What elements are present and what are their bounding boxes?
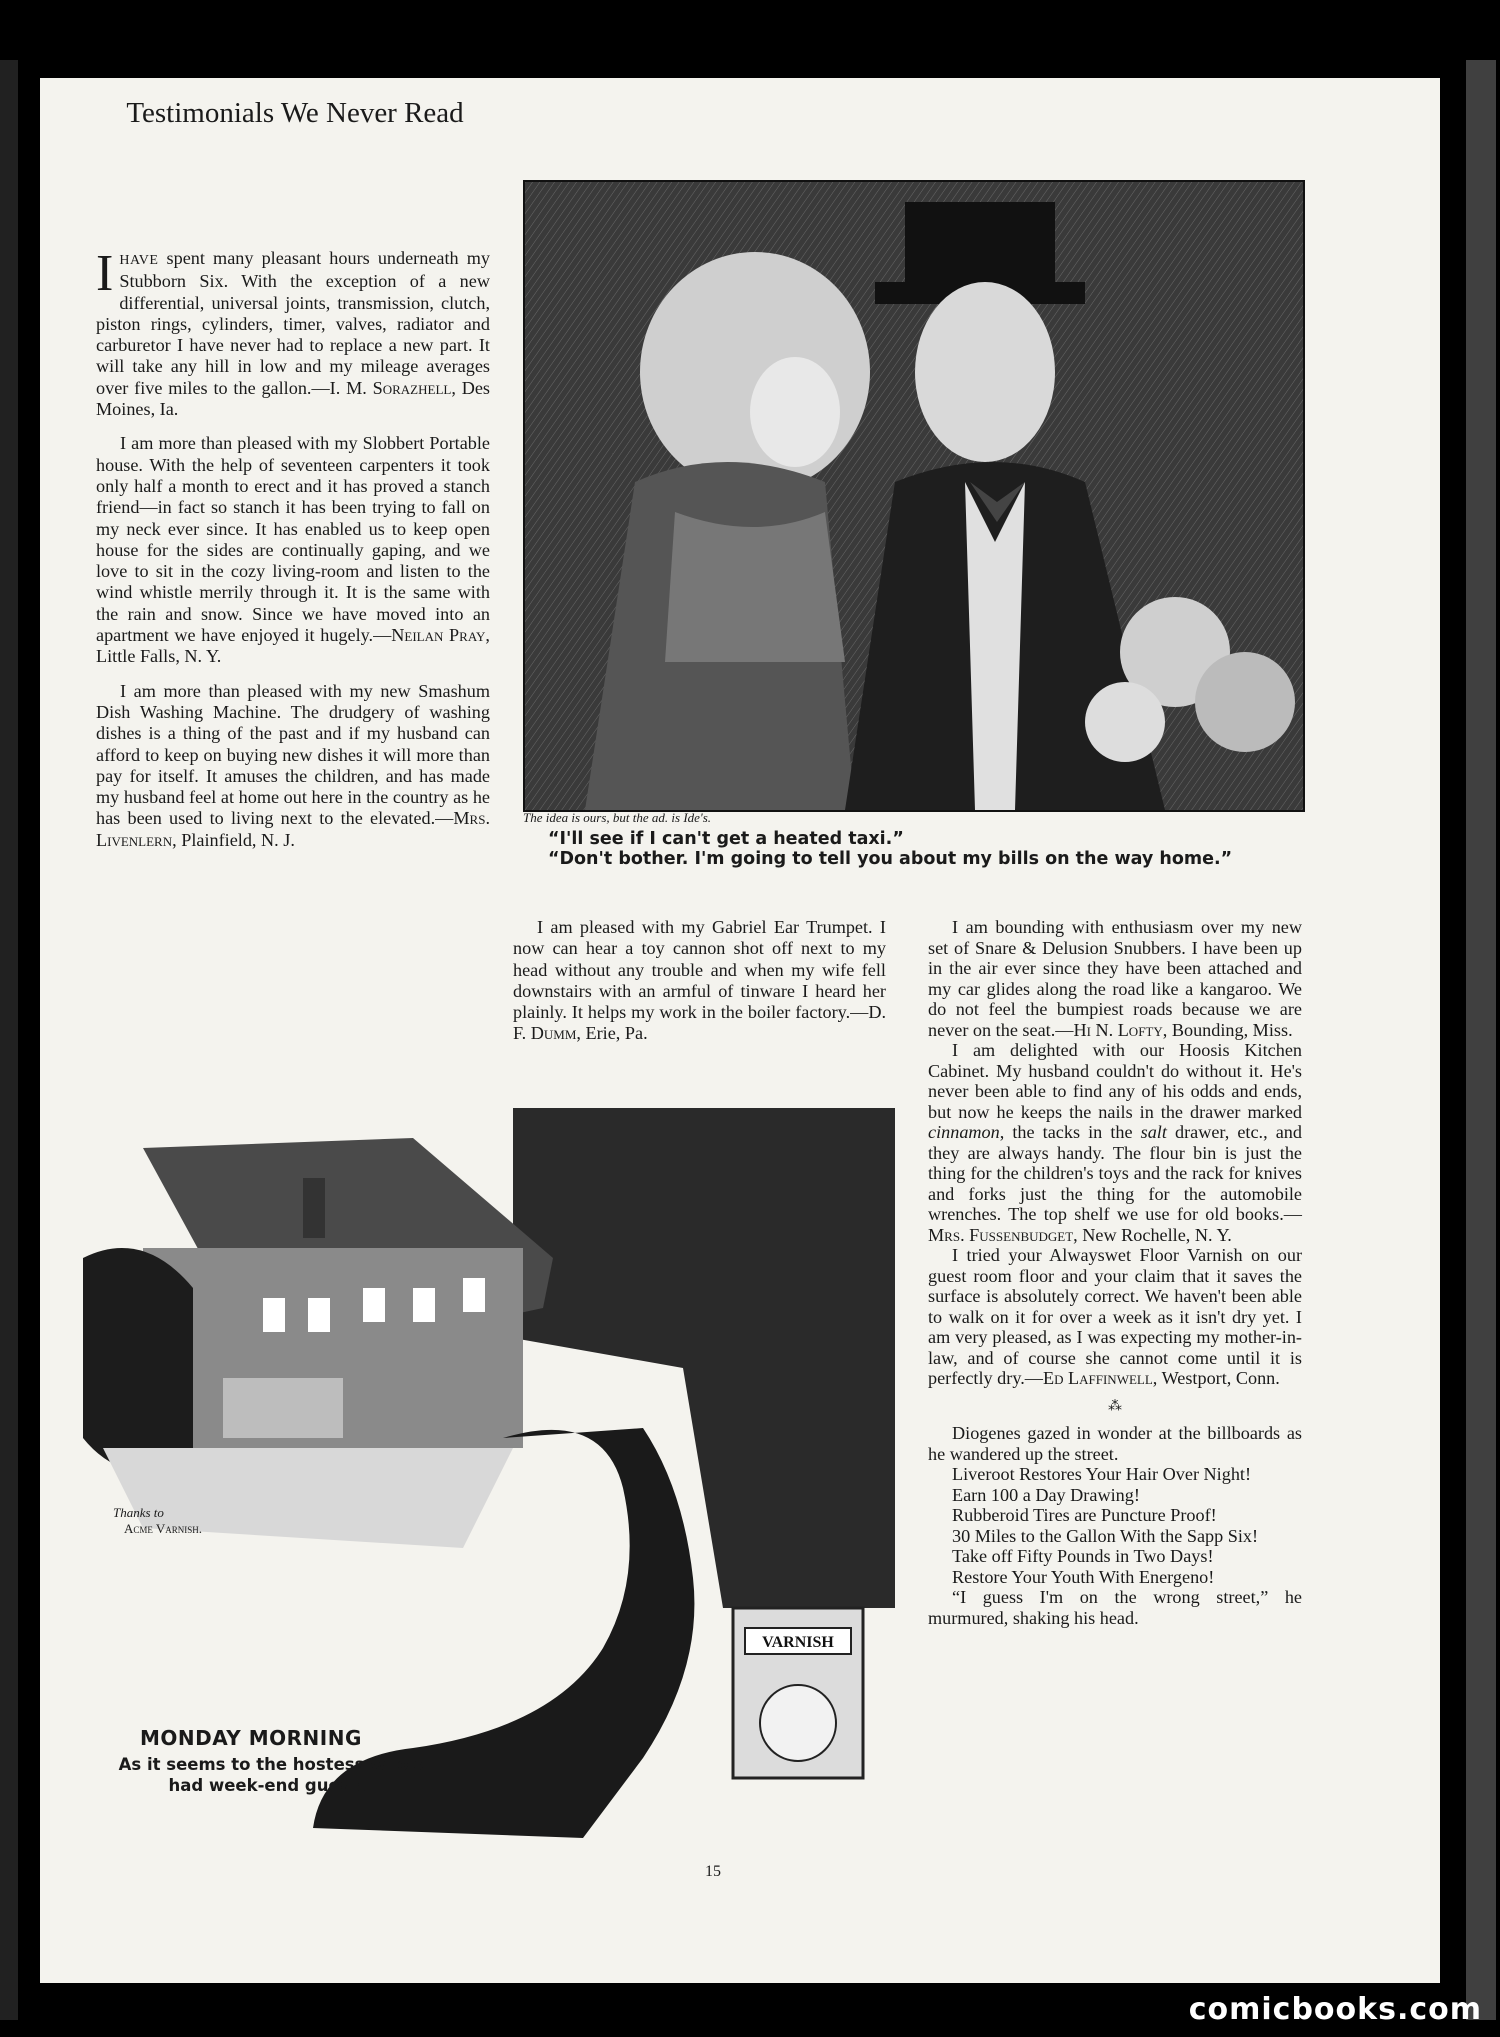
watermark: comicbooks.com [1188,1992,1482,2027]
sponsor-label: Acme Varnish. [124,1521,203,1536]
billboard-line: Take off Fifty Pounds in Two Days! [952,1546,1214,1566]
billboard-line: Rubberoid Tires are Puncture Proof! [952,1505,1217,1525]
thanks-label: Thanks to [113,1505,164,1520]
section-divider: ⁂ [1108,1398,1122,1414]
right-column [928,917,1302,1628]
dialogue-line-1: “I'll see if I can't get a heated taxi.” [548,829,904,849]
diogenes-intro: Diogenes gazed in wonder at the billboards as he wandered up the street. [928,1423,1302,1464]
billboard-line: 30 Miles to the Gallon With the Sapp Six! [952,1525,1259,1546]
couple-cartoon-illustration [523,180,1305,812]
diogenes-closing: “I guess I'm on the wrong street,” he murmured, shaking his head. [928,1587,1302,1628]
testimonial-floor-varnish: I tried your Alwayswet Floor Varnish on our guest room floor and your claim that it saves the surface is absolutely correct. We haven't been able to walk on it for over a week as it isn't dry yet. I am very pleased, as I was expecting my mother-in-law, and of course she cannot come until it is perfectly dry.—Ed Laffinwell, Westport, Conn. [928,1245,1302,1388]
monday-morning-title: MONDAY MORNING [140,1726,362,1750]
drop-cap: I [96,245,114,302]
testimonial-ear-trumpet: I am pleased with my Gabriel Ear Trumpet. I now can hear a toy cannon shot off next to my head without any trouble and when my wife fell downstairs with an armful of tinware I heard her plainly. It helps my work in the boiler factory.—D. F. Dumm, Erie, Pa. [513,917,886,1044]
page-edge-right [1466,60,1496,2020]
billboard-line: Restore Your Youth With Energeno! [952,1566,1215,1587]
left-column [96,245,491,851]
billboard-line: Liveroot Restores Your Hair Over Night! [952,1464,1252,1484]
testimonial-slobbert-house: I am more than pleased with my Slobbert Portable house. With the help of seventeen carpenters it took only half a month to erect and it has proved a stanch friend—in fact so stanch it has been trying to fall on my neck ever since. It has enabled us to keep open house for the sides are continually gaping, and we love to sit in the cozy living-room and listen to the wind whistle merrily through it. It is the same with the rain and snow. Since we have moved into an apartment we have enjoyed it hugely.—Neilan Pray, Little Falls, N. Y. [96,433,490,667]
monday-morning-subtitle: As it seems to the hostess who's had week-end guests. [118,1755,424,1795]
diogenes-story [928,1423,1302,1628]
testimonial-stubborn-six: IHAVE spent many pleasant hours underneath my Stubborn Six. With the exception of a new differential, universal joints, transmission, clutch, piston rings, cylinders, timer, valves, radiator and carburetor I have never had to replace a new part. It will take any hill in low and my mileage averages over five miles to the gallon.—I. M. Sorazhell, Des Moines, Ia. [96,245,491,420]
article-title: Testimonials We Never Read [126,97,464,129]
dialogue-line-2: “Don't bother. I'm going to tell you about my bills on the way home.” [548,849,1233,869]
varnish-can-label: VARNISH [762,1634,834,1651]
cartoon-credit: The idea is ours, but the ad. is Ide's. [523,810,712,825]
page-number: 15 [705,1863,721,1880]
testimonial-smashum-dish: I am more than pleased with my new Smashum Dish Washing Machine. The drudgery of washing dishes is a thing of the past and if my husband can afford to keep on buying new dishes it will more than pay for itself. It amuses the children, and has made my husband feel at home out here in the country as he has been used to living next to the elevated.—Mrs. Livenlern, Plainfield, N. J. [96,680,490,850]
testimonial-kitchen-cabinet: I am delighted with our Hoosis Kitchen Cabinet. My husband couldn't do without it. He's never been able to find any of his odds and ends, but now he keeps the nails in the drawer marked cinnamon, the tacks in the salt drawer, etc., and they are always handy. The flour bin is just the thing for the children's toys and the rack for knives and forks just the thing for the automobile wrenches. The top shelf we use for old books.—Mrs. Fussenbudget, New Rochelle, N. Y. [928,1040,1302,1245]
couple-engraving-image [525,182,1303,810]
testimonial-snubbers: I am bounding with enthusiasm over my new set of Snare & Delusion Snubbers. I have been up in the air ever since they have been attached and my car glides along the road like a kangaroo. We do not feel the bumpiest roads because we are never on the seat.—Hi N. Lofty, Bounding, Miss. [928,917,1302,1040]
middle-column [513,917,886,1045]
billboard-line: Earn 100 a Day Drawing! [952,1484,1140,1505]
cartoon-dialogue [528,829,1288,869]
page-edge-left [0,60,18,2020]
